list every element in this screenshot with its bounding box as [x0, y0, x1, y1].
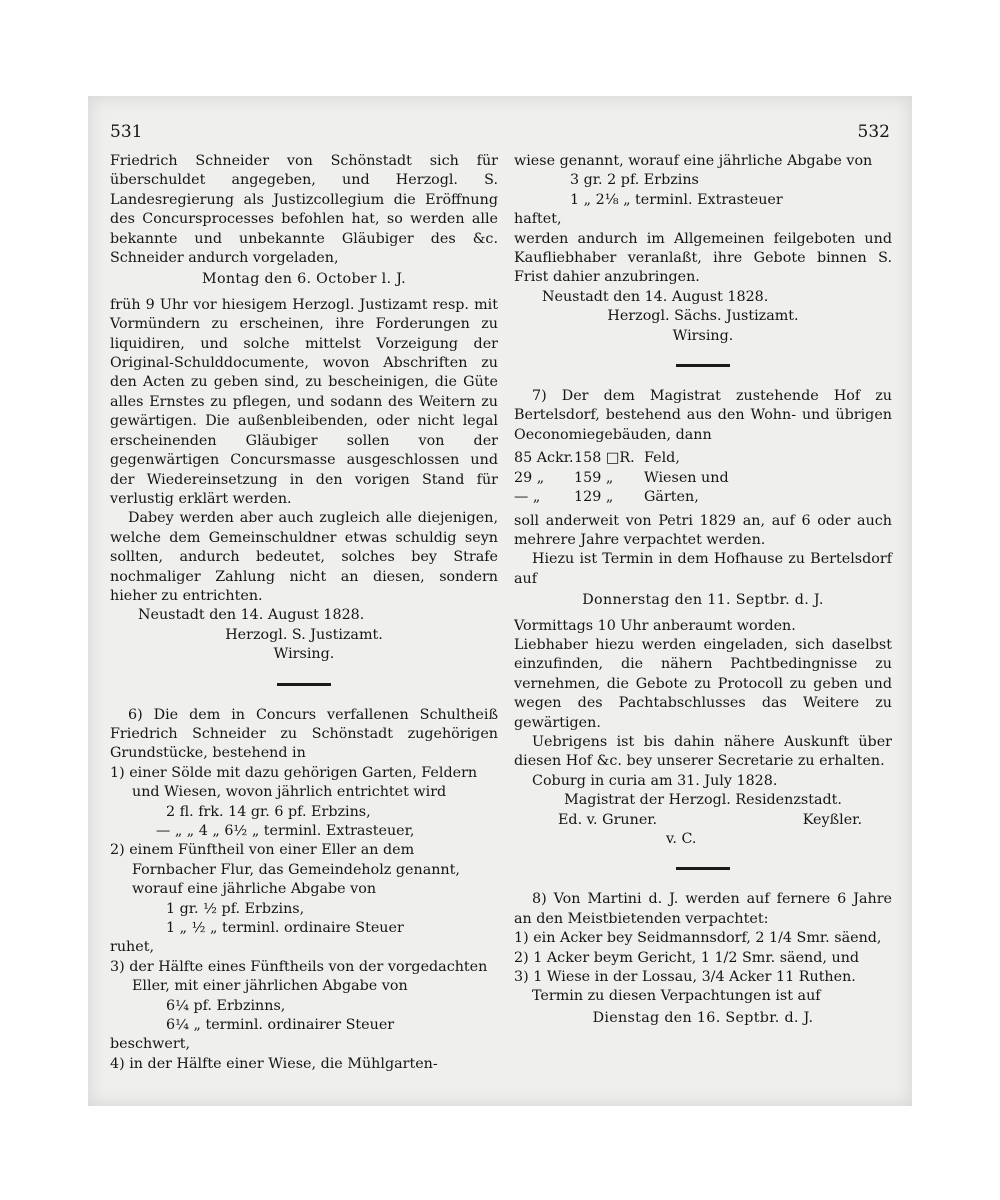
continuation-1a: 3 gr. 2 pf. Erbzins: [570, 172, 699, 189]
second-paragraph: Dabey werden aber auch zugleich alle diejenigen, welche dem Gemeinschuldner etwas schuldig seyn sollten, andurch bedeutet, solches bey Strafe nochmaliger Zahlung nicht an diesen, sondern hieher zu entrichten.: [110, 510, 498, 604]
item-6-3b: 6¼ „ terminl. ordinairer Steuer: [166, 1017, 395, 1034]
item-6-4: 4) in der Hälfte einer Wiese, die Mühlgarten-: [110, 1055, 438, 1072]
item-8-termin: Termin zu diesen Verpachtungen ist auf: [532, 988, 821, 1005]
item-6-1a: 2 fl. frk. 14 gr. 6 pf. Erbzins,: [166, 803, 371, 820]
item-8-intro: 8) Von Martini d. J. werden auf fernere 6 Jahre an den Meistbietenden verpachtet:: [514, 891, 892, 927]
right-signature-office: Herzogl. Sächs. Justizamt.: [607, 308, 799, 325]
item-6-3a: 6¼ pf. Erbzinns,: [166, 997, 286, 1014]
land-table: [514, 449, 892, 507]
item-6-2a: 1 gr. ½ pf. Erbzins,: [166, 900, 305, 917]
section-divider: [277, 683, 331, 686]
body-paragraph: früh 9 Uhr vor hiesigem Herzogl. Justizamt resp. mit Vormündern zu erscheinen, ihre Forderungen zu liquidiren, und solche mittelst Vorzeigung der Original-Schulddocumente, wovon Abschriften zu den Acten zu geben sind, zu bescheinigen, die Güte alles Ernstes zu pflegen, und sodann des Weitern zu gewärtigen. Die außenbleibenden, oder nicht legal erscheinenden Gläubiger sollen von der gegenwärtigen Concursmasse ausgeschlossen und der Wiedereinsetzung in den vorigen Stand für verlustig erklärt werden.: [110, 296, 498, 507]
table-cell: Feld,: [644, 450, 680, 467]
table-cell: Wiesen und: [644, 469, 729, 486]
table-row: [514, 488, 892, 507]
item-7-place: Coburg in curia am 31. July 1828.: [532, 772, 778, 789]
item-6-3: 3) der Hälfte eines Fünftheils von der vorgedachten Eller, mit einer jährlichen Abgabe von: [110, 958, 488, 995]
section-divider: [676, 364, 730, 367]
item-7-termin: Hiezu ist Termin in dem Hofhause zu Bertelsdorf auf: [514, 551, 892, 587]
table-cell: 85 Ackr.: [514, 450, 574, 467]
hearing-date: Montag den 6. October l. J.: [202, 271, 406, 288]
continuation-1: wiese genannt, worauf eine jährliche Abgabe von: [514, 153, 873, 169]
item-7-names: [514, 811, 892, 830]
right-signature-name: Wirsing.: [672, 327, 734, 344]
section-divider: [676, 867, 730, 870]
item-7-body: soll anderweit von Petri 1829 an, auf 6 oder auch mehrere Jahre verpachtet werden.: [514, 512, 892, 548]
signature-name: Wirsing.: [273, 646, 335, 663]
signature-office: Herzogl. S. Justizamt.: [225, 626, 383, 643]
item-7-text: Liebhaber hiezu werden eingeladen, sich daselbst einzufinden, die nähern Pachtbedingnisse zu vernehmen, die Gebote zu Protocoll zu geben und wegen des Pachtabschlusses das Weitere zu gewärtigen.: [514, 636, 892, 731]
continuation-2: haftet,: [514, 211, 562, 228]
table-row: [514, 449, 892, 468]
item-6-2b: 1 „ ½ „ terminl. ordinaire Steuer: [166, 920, 404, 937]
intro-paragraph: Friedrich Schneider von Schönstadt sich für überschuldet angegeben, und Herzogl. S. Landesregierung als Justizcollegium die Eröffnung des Concursprocesses befohlen hat, so werden alle bekannte und unbekannte Gläubiger des &c. Schneider andurch vorgeladen,: [110, 153, 498, 267]
left-column: [110, 152, 498, 1074]
table-cell: 158 □R.: [574, 450, 635, 467]
right-place-date: Neustadt den 14. August 1828.: [542, 288, 769, 305]
table-cell: 159 „: [574, 469, 614, 486]
page-number-left: 531: [110, 122, 143, 142]
name-gruner: Ed. v. Gruner.: [558, 811, 658, 828]
page-number-right: 532: [857, 122, 890, 142]
place-date: Neustadt den 14. August 1828.: [138, 607, 365, 624]
item-6-2: 2) einem Fünftheil von einer Eller an dem Fornbacher Flur, das Gemeindeholz genannt, worauf eine jährliche Abgabe von: [110, 842, 460, 898]
item-7-time: Vormittags 10 Uhr anberaumt worden.: [514, 617, 796, 634]
item-7-signature: Magistrat der Herzogl. Residenzstadt.: [564, 792, 842, 809]
item-6-intro: 6) Die dem in Concurs verfallenen Schultheiß Friedrich Schneider zu Schönstadt zugehörigen Grundstücke, bestehend in: [110, 706, 498, 762]
item-6-3c: beschwert,: [110, 1036, 190, 1053]
item-6-1b: — „ „ 4 „ 6½ „ terminl. Extrasteuer,: [156, 823, 415, 839]
table-row: [514, 469, 892, 488]
item-7-vc: v. C.: [666, 831, 697, 847]
item-8-1: 1) ein Acker bey Seidmannsdorf, 2 1/4 Smr. säend,: [514, 930, 882, 947]
document-page: [88, 96, 912, 1106]
name-keyssler: Keyßler.: [802, 811, 862, 828]
continuation-3: werden andurch im Allgemeinen feilgeboten und Kaufliebhaber veranlaßt, ihre Gebote binnen S. Frist dahier anzubringen.: [514, 230, 892, 286]
item-6-2c: ruhet,: [110, 939, 155, 956]
item-7-intro: 7) Der dem Magistrat zustehende Hof zu Bertelsdorf, bestehend aus den Wohn- und übrigen Oeconomiegebäuden, dann: [514, 388, 892, 443]
item-6-1: 1) einer Sölde mit dazu gehörigen Garten, Feldern und Wiesen, wovon jährlich entrichtet wird: [110, 764, 478, 801]
item-7-date: Donnerstag den 11. Septbr. d. J.: [582, 592, 824, 609]
item-8-date: Dienstag den 16. Septbr. d. J.: [592, 1009, 814, 1026]
continuation-1b: 1 „ 2⅛ „ terminl. Extrasteuer: [570, 191, 783, 208]
table-cell: Gärten,: [644, 489, 699, 506]
item-8-3: 3) 1 Wiese in der Lossau, 3/4 Acker 11 Ruthen.: [514, 969, 856, 986]
item-8-2: 2) 1 Acker beym Gericht, 1 1/2 Smr. säend, und: [514, 949, 860, 966]
table-cell: — „: [514, 489, 541, 506]
right-column: [514, 152, 892, 1034]
table-cell: 29 „: [514, 469, 545, 486]
table-cell: 129 „: [574, 489, 614, 506]
item-7-uebrigens: Uebrigens ist bis dahin nähere Auskunft über diesen Hof &c. bey unserer Secretarie zu erhalten.: [514, 733, 892, 770]
